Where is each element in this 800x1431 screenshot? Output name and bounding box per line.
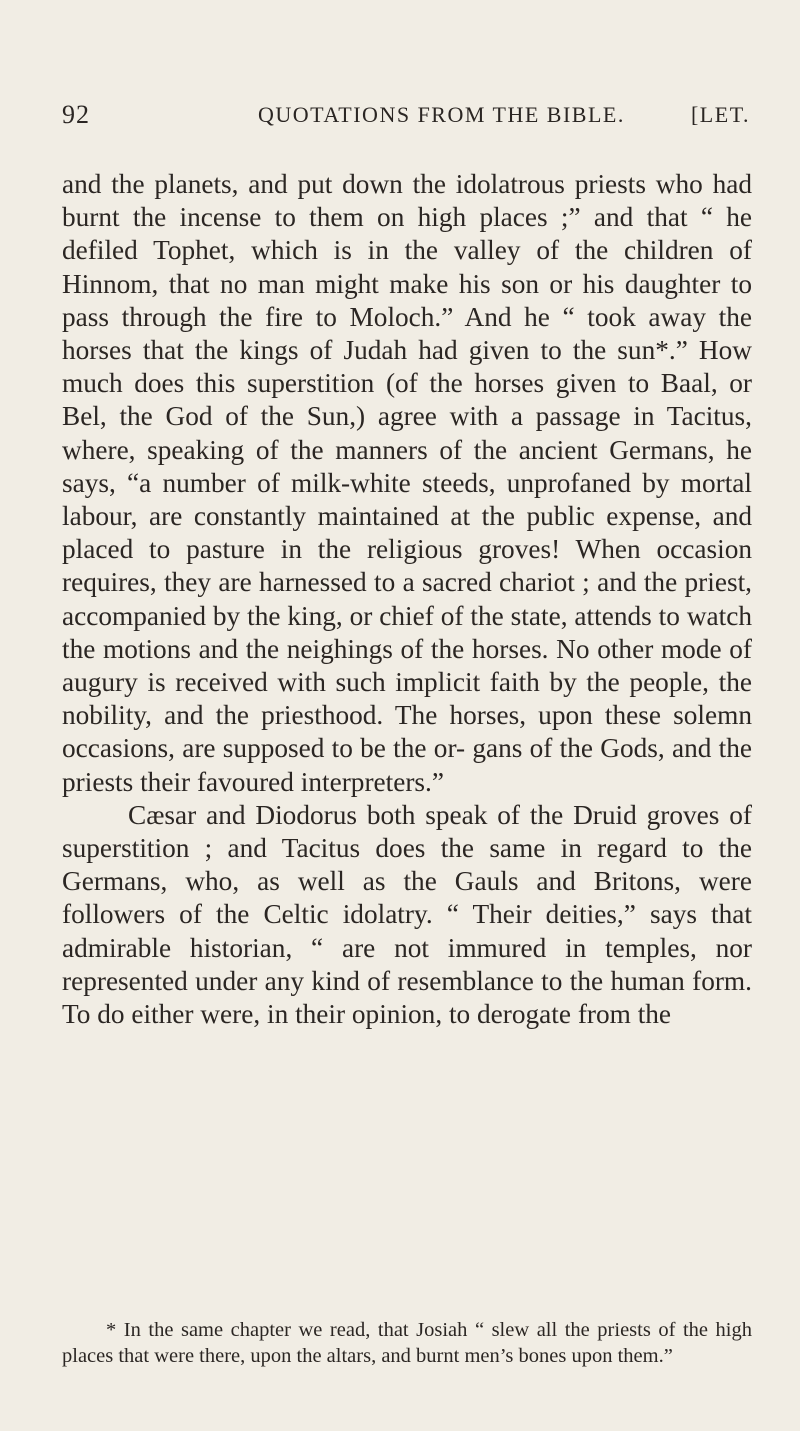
footnote [62,1317,752,1369]
section-marker: [LET. [690,102,750,127]
running-head [62,100,750,140]
footnote-text: * In the same chapter we read, that Josiah “ slew all the priests of the high places that were there, upon the altars, and burnt men’s bones upon them.” [62,1319,752,1367]
paragraph-1: and the planets, and put down the idolatrous priests who had burnt the incense to them on high places ;” and that “ he defiled Tophet, which is in the valley of the children of Hinnom, that no man might make his son or his daughter to pass through the fire to Moloch.” And he “ took away the horses that the kings of Judah had given to the sun*.” How much does this superstition (of the horses given to Baal, or Bel, the God of the Sun,) agree with a passage in Tacitus, where, speaking of the manners of the ancient Germans, he says, “a number of milk-white steeds, unprofaned by mortal labour, are constantly maintained at the public expense, and placed to pasture in the religious groves! When occasion requires, they are harnessed to a sacred chariot ; and the priest, accompanied by the king, or chief of the state, attends to watch the motions and the neighings of the horses. No other mode of augury is received with such implicit faith by the people, the nobility, and the priesthood. The horses, upon these solemn occasions, are supposed to be the or- gans of the Gods, and the priests their favoured interpreters.” [62,169,752,797]
page-number: 92 [62,100,90,129]
paragraph-2: Cæsar and Diodorus both speak of the Druid groves of superstition ; and Tacitus does the same in regard to the Germans, who, as well as the Gauls and Britons, were followers of the Celtic idolatry. “ Their deities,” says that admirable historian, “ are not immured in temples, nor represented under any kind of resemblance to the human form. To do either were, in their opinion, to derogate from the [62,799,752,1030]
body-text [62,168,752,1031]
running-title: QUOTATIONS FROM THE BIBLE. [258,102,625,127]
